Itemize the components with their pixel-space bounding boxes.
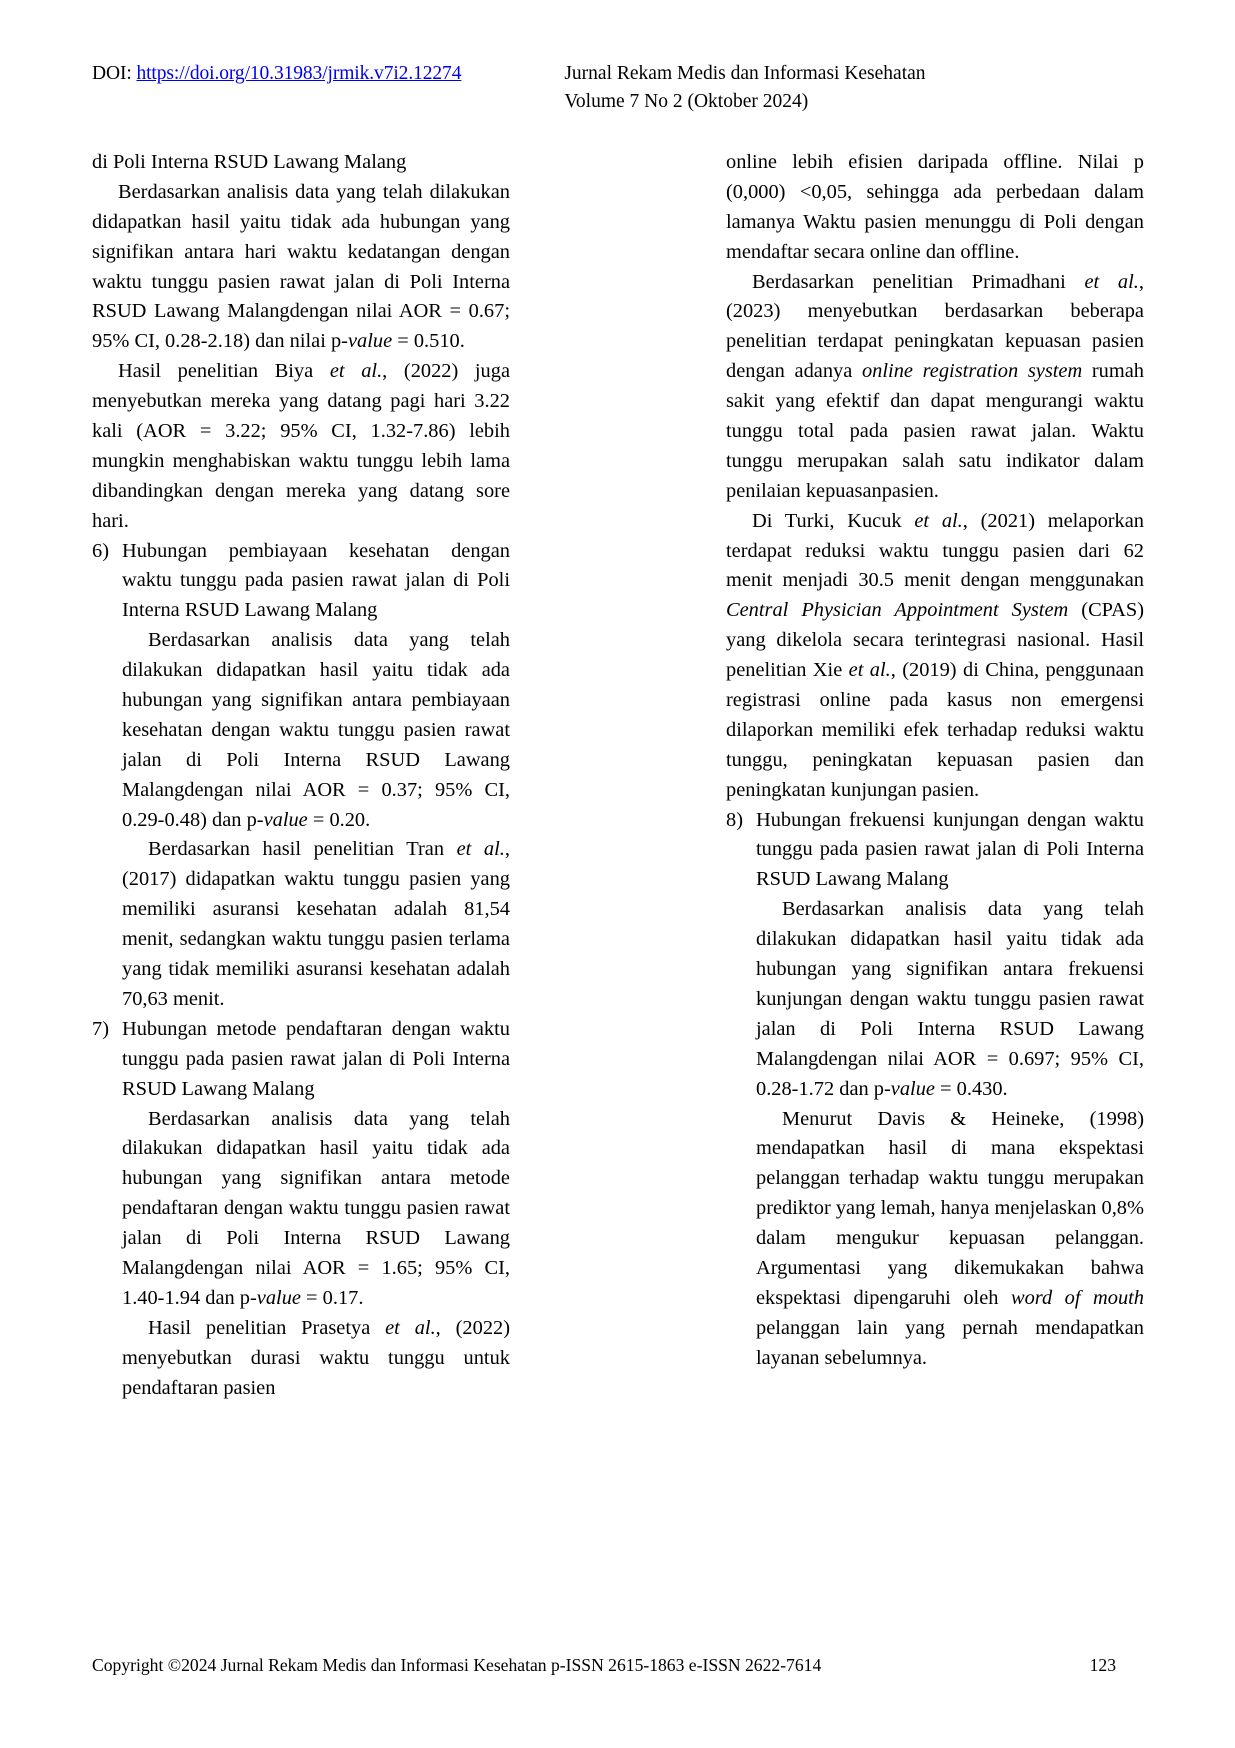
italic-et-al: et al. (456, 838, 505, 861)
footer-page-number: 123 (1089, 1655, 1116, 1675)
list-item-6-title: Hubungan pembiayaan kesehatan dengan waktu tunggu pada pasien rawat jalan di Poli Interna RSUD Lawang Malang (122, 539, 510, 622)
italic-et-al: et al. (848, 659, 891, 682)
journal-volume: Volume 7 No 2 (Oktober 2024) (564, 91, 809, 113)
paragraph-continuation: di Poli Interna RSUD Lawang Malang (92, 151, 407, 173)
paragraph-analysis-day-arrival: Berdasarkan analisis data yang telah dilakukan didapatkan hasil yaitu tidak ada hubungan yang signifikan antara hari waktu kedatangan dengan waktu tunggu pasien rawat jalan di Poli Interna RSUD Lawang Malangdengan nilai AOR = 0.67; 95% CI, 0.28-2.18) dan nilai p-value = 0.510. (92, 180, 510, 353)
page-footer (92, 1655, 1144, 1676)
list-item-8-analysis: Berdasarkan analisis data yang telah dilakukan didapatkan hasil yaitu tidak ada hubungan yang signifikan antara frekuensi kunjungan dengan waktu tunggu pasien rawat jalan di Poli Interna RSUD Lawang Malangdengan nilai AOR = 0.697; 95% CI, 0.28-1.72 dan p-value = 0.430. (756, 898, 1144, 1100)
doi-label: DOI: (92, 63, 137, 84)
list-item-7-body (122, 1015, 510, 1404)
italic-cpas: Central Physician Appointment System (726, 599, 1069, 622)
list-item-6-body (122, 537, 510, 1015)
footer-copyright: Copyright ©2024 Jurnal Rekam Medis dan Informasi Kesehatan p-ISSN 2615-1863 e-ISSN 2622-7614 (92, 1655, 822, 1675)
right-column (726, 148, 1144, 1403)
list-item-6-number: 6) (92, 539, 109, 562)
italic-et-al: et al. (1084, 270, 1139, 293)
list-item-6 (92, 537, 510, 1015)
paragraph-primadhani-citation: Berdasarkan penelitian Primadhani et al., (2023) menyebutkan berdasarkan beberapa penelitian terdapat peningkatan kepuasan pasien dengan adanya online registration system rumah sakit yang efektif dan dapat mengurangi waktu tunggu total pada pasien rawat jalan. Waktu tunggu merupakan salah satu indikator dalam penilaian kepuasanpasien. (726, 270, 1144, 502)
list-item-8-body (756, 806, 1144, 1374)
list-item-6-tran-citation: Berdasarkan hasil penelitian Tran et al., (2017) didapatkan waktu tunggu pasien yang memiliki asuransi kesehatan adalah 81,54 menit, sedangkan waktu tunggu pasien terlama yang tidak memiliki asuransi kesehatan adalah 70,63 menit. (122, 838, 510, 1010)
journal-name: Jurnal Rekam Medis dan Informasi Kesehatan (564, 63, 926, 84)
list-item-8-title: Hubungan frekuensi kunjungan dengan waktu tunggu pada pasien rawat jalan di Poli Interna RSUD Lawang Malang (756, 808, 1144, 891)
body-columns (92, 148, 1144, 1403)
italic-value: value (347, 330, 393, 353)
italic-word-of-mouth: word of mouth (1010, 1286, 1144, 1309)
list-item-7-analysis: Berdasarkan analisis data yang telah dilakukan didapatkan hasil yaitu tidak ada hubungan yang signifikan antara metode pendaftaran dengan waktu tunggu pasien rawat jalan di Poli Interna RSUD Lawang Malangdengan nilai AOR = 1.65; 95% CI, 1.40-1.94 dan p-value = 0.17. (122, 1107, 510, 1309)
italic-value: value (256, 1286, 301, 1309)
italic-value: value (890, 1077, 935, 1100)
doi-link[interactable]: https://doi.org/10.31983/jrmik.v7i2.12274 (136, 63, 462, 84)
journal-info (564, 60, 925, 117)
list-item-7-title: Hubungan metode pendaftaran dengan waktu tunggu pada pasien rawat jalan di Poli Interna RSUD Lawang Malang (122, 1017, 510, 1100)
list-item-8 (726, 806, 1144, 1374)
italic-et-al: et al. (329, 360, 383, 383)
list-item-6-analysis: Berdasarkan analisis data yang telah dilakukan didapatkan hasil yaitu tidak ada hubungan yang signifikan antara pembiayaan kesehatan dengan waktu tunggu pasien rawat jalan di Poli Interna RSUD Lawang Malangdengan nilai AOR = 0.37; 95% CI, 0.29-0.48) dan p-value = 0.20. (122, 629, 510, 831)
italic-et-al: et al. (914, 509, 963, 532)
page-header (92, 60, 1142, 117)
left-column (92, 148, 510, 1403)
list-item-7-prasetya-citation: Hasil penelitian Prasetya et al., (2022) menyebutkan durasi waktu tunggu untuk pendaftaran pasien (122, 1316, 510, 1399)
italic-et-al: et al. (385, 1316, 436, 1339)
list-item-8-number: 8) (726, 808, 743, 831)
doi-line (92, 60, 461, 88)
paragraph-biya-citation: Hasil penelitian Biya et al., (2022) juga menyebutkan mereka yang datang pagi hari 3.22 kali (AOR = 3.22; 95% CI, 1.32-7.86) lebih mungkin menghabiskan waktu tunggu lebih lama dibandingkan dengan mereka yang datang sore hari. (92, 360, 511, 532)
list-item-7 (92, 1015, 510, 1404)
paragraph-turki-kucuk-citation: Di Turki, Kucuk et al., (2021) melaporkan terdapat reduksi waktu tunggu pasien dari 62 menit menjadi 30.5 menit dengan menggunakan Central Physician Appointment System (CPAS) yang dikelola secara terintegrasi nasional. Hasil penelitian Xie et al., (2019) di China, penggunaan registrasi online pada kasus non emergensi dilaporkan memiliki efek terhadap reduksi waktu tunggu, peningkatan kepuasan pasien dan peningkatan kunjungan pasien. (726, 509, 1145, 801)
italic-online-registration-system: online registration system (861, 360, 1083, 383)
italic-value: value (263, 808, 308, 831)
paragraph-online-efficiency: online lebih efisien daripada offline. Nilai p (0,000) <0,05, sehingga ada perbedaan dalam lamanya Waktu pasien menunggu di Poli dengan mendaftar secara online dan offline. (726, 151, 1144, 263)
list-item-7-number: 7) (92, 1017, 109, 1040)
list-item-8-davis-heineke-citation: Menurut Davis & Heineke, (1998) mendapatkan hasil di mana ekspektasi pelanggan terhadap waktu tunggu merupakan prediktor yang lemah, hanya menjelaskan 0,8% dalam mengukur kepuasan pelanggan. Argumentasi yang dikemukakan bahwa ekspektasi dipengaruhi oleh word of mouth pelanggan lain yang pernah mendapatkan layanan sebelumnya. (756, 1107, 1144, 1369)
